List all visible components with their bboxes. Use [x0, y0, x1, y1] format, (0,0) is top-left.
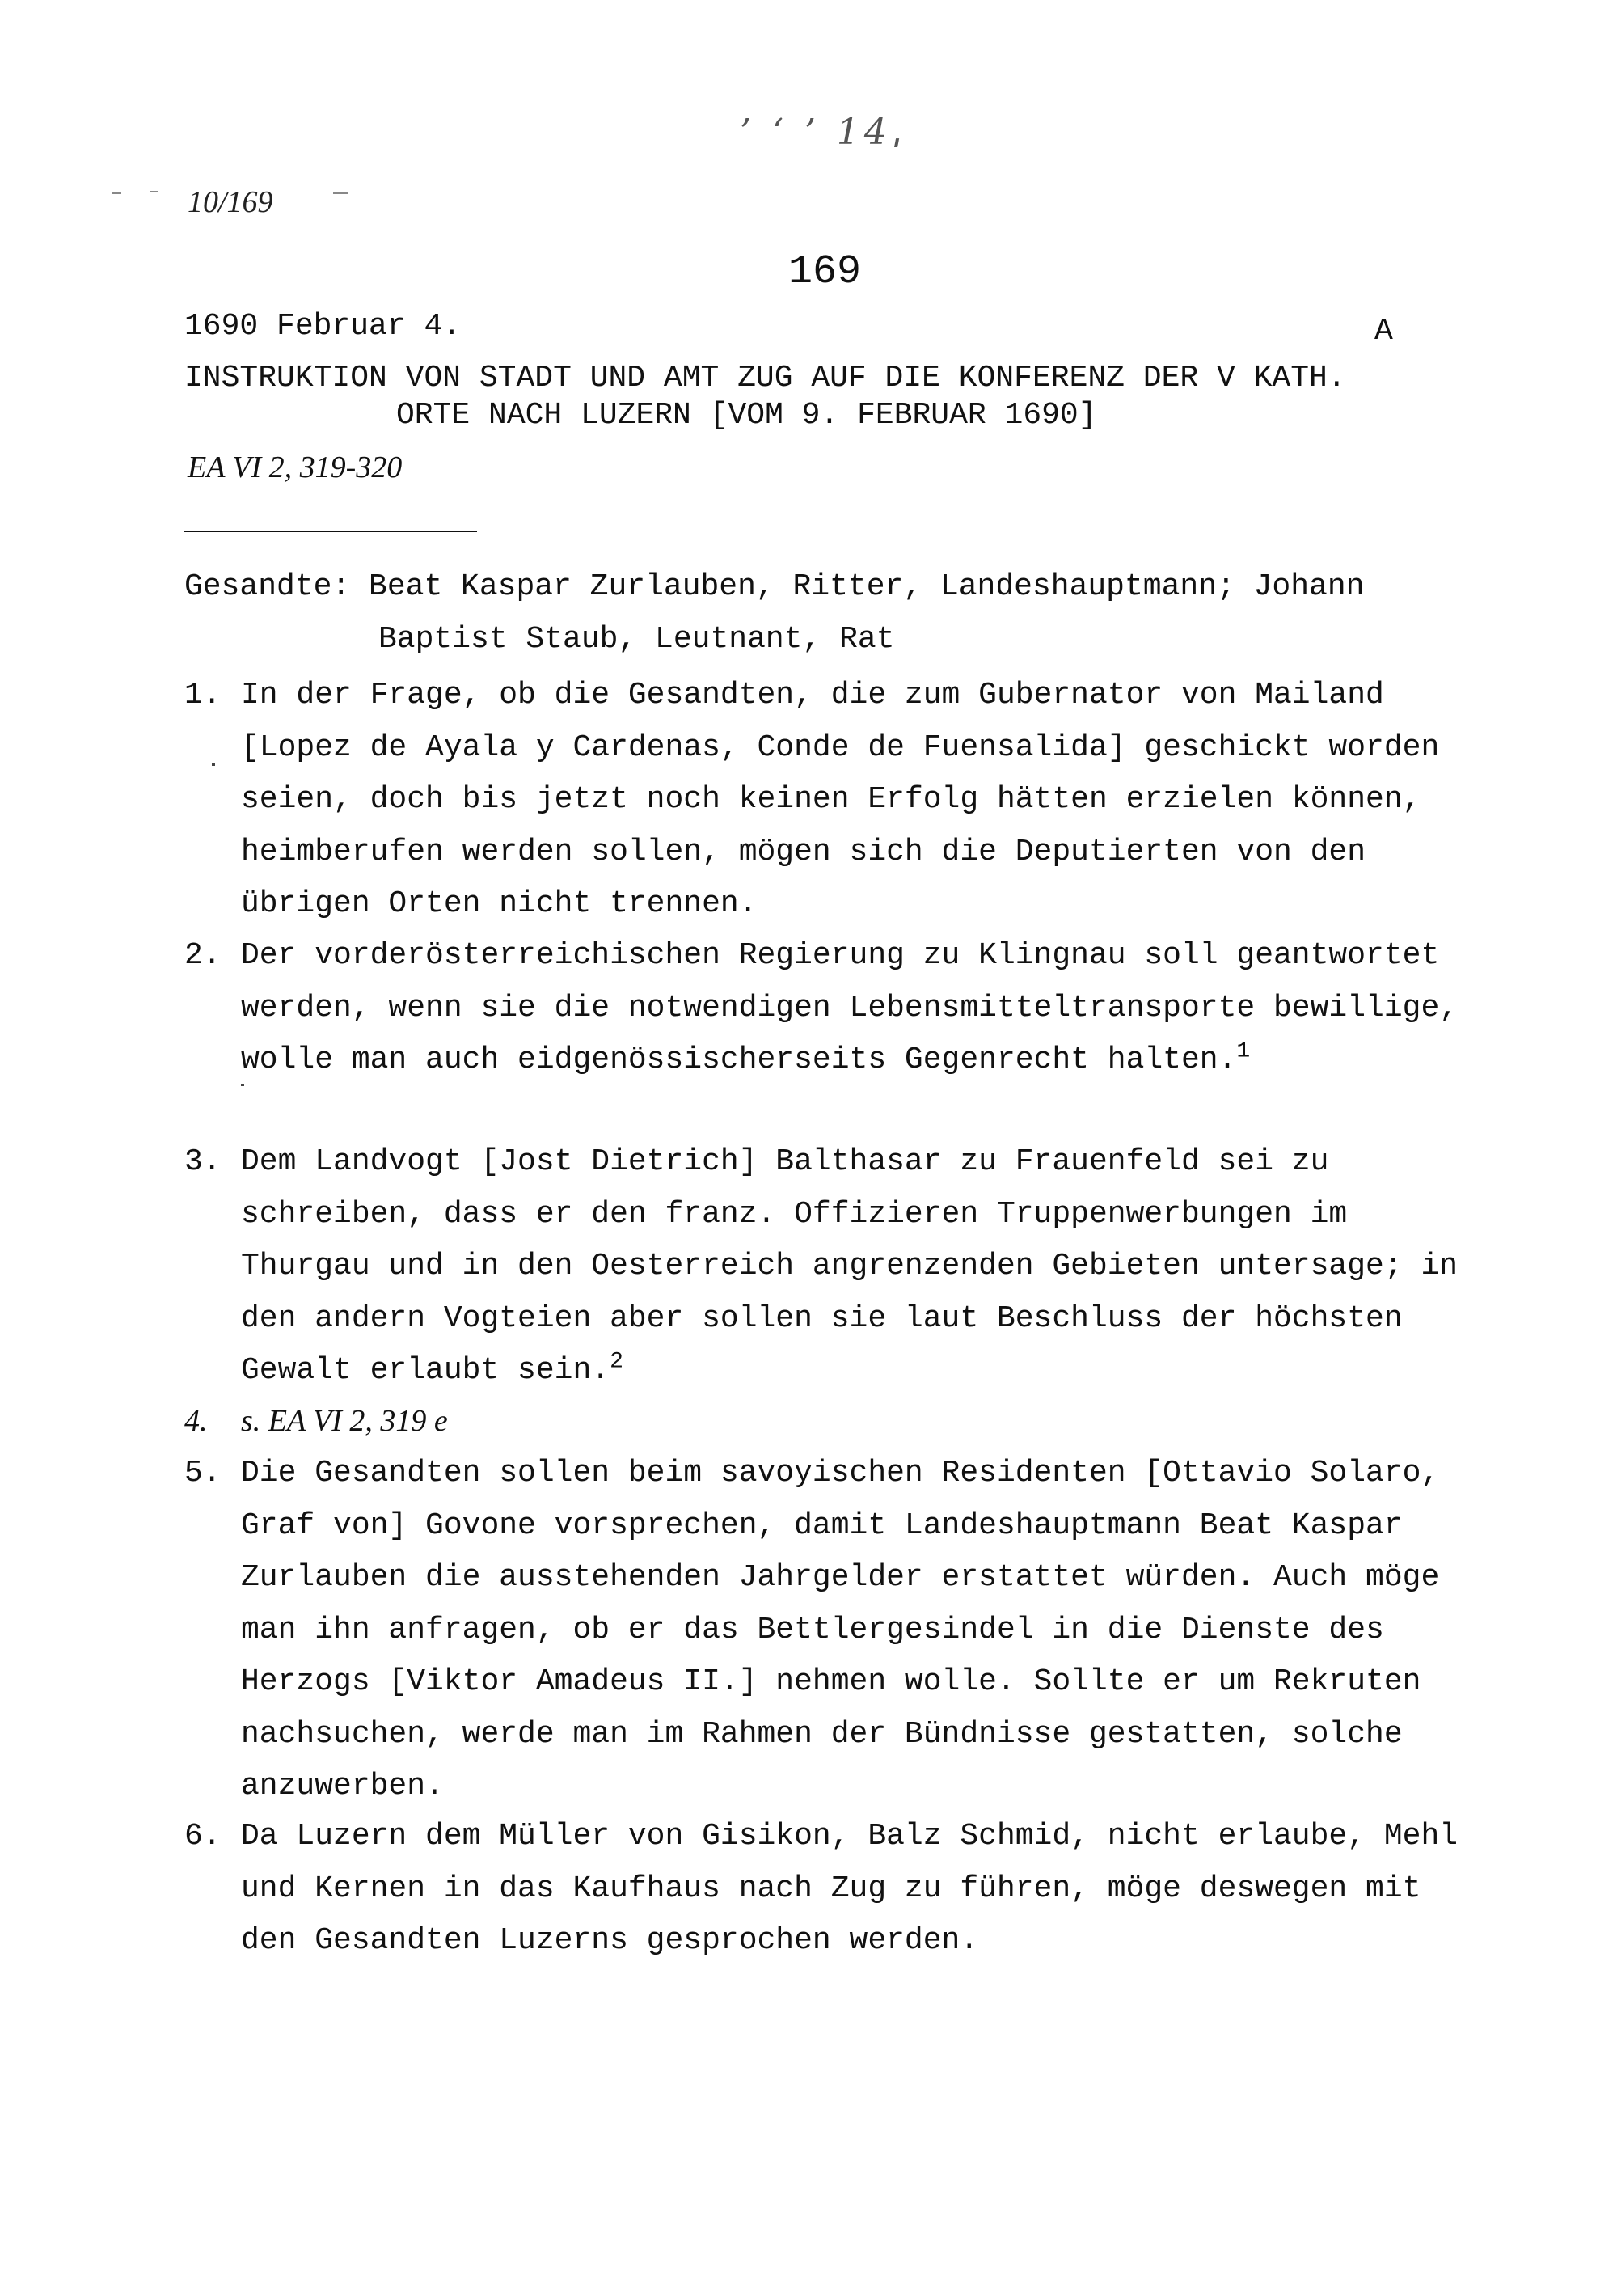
item-number: 2. — [184, 938, 222, 973]
margin-dash — [112, 192, 121, 194]
item-number: 3. — [184, 1144, 222, 1179]
margin-dash — [333, 192, 348, 194]
item-text: In der Frage, ob die Gesandten, die zum Gubernator von Mailand [Lopez de Ayala y Cardenas, Conde de Fuensalida] geschickt worden seien, doch bis jetzt noch keinen Erfolg hätten erzielen können, heimberufen werden sollen, mögen sich die Deputierten von den übrigen Orten nicht trennen. — [241, 678, 1440, 921]
margin-dash — [150, 191, 158, 192]
footnote-marker: 2 — [610, 1349, 623, 1375]
item-text-wrap — [241, 1136, 1470, 1397]
footnote-marker: 1 — [1236, 1038, 1251, 1064]
item-number: 1. — [184, 678, 222, 712]
item-text: s. EA VI 2, 319 e — [241, 1404, 448, 1438]
item-text: Der vorderösterreichischen Regierung zu Klingnau soll geantwortet werden, wenn sie die notwendigen Lebensmitteltransporte bewillige, wolle man auch eidgenössischerseits Gegenrecht halten. — [241, 938, 1459, 1077]
title-line-1: INSTRUKTION VON STADT UND AMT ZUG AUF DIE KONFERENZ DER V KATH. — [184, 361, 1346, 395]
source-reference: EA VI 2, 319-320 — [188, 450, 403, 484]
pencil-annotation: ’ ‘ ’ 14ˌ — [740, 112, 907, 153]
item-number: 4. — [184, 1404, 208, 1438]
item-number: 5. — [184, 1456, 222, 1490]
section-divider — [184, 531, 477, 532]
title-line-2: ORTE NACH LUZERN [VOM 9. FEBRUAR 1690] — [396, 398, 1097, 433]
item-text: Dem Landvogt [Jost Dietrich] Balthasar zu Frauenfeld sei zu schreiben, dass er den franz. Offizieren Truppenwerbungen im Thurgau und in den Oesterreich angrenzenden Gebieten untersage; in den andern Vogteien aber sollen sie laut Beschluss der höchsten Gewalt erlaubt sein. — [241, 1144, 1459, 1388]
scan-speck — [212, 763, 215, 766]
item-text: Da Luzern dem Müller von Gisikon, Balz Schmid, nicht erlaube, Mehl und Kernen in das Kaufhaus nach Zug zu führen, möge deswegen mit den Gesandten Luzerns gesprochen werden. — [241, 1819, 1459, 1958]
document-date: 1690 Februar 4. — [184, 309, 462, 344]
archive-reference: 10/169 — [188, 185, 273, 219]
document-marker: A — [1374, 314, 1393, 349]
envoys-line-2: Baptist Staub, Leutnant, Rat — [378, 622, 895, 657]
item-number: 6. — [184, 1819, 222, 1854]
item-text: Die Gesandten sollen beim savoyischen Residenten [Ottavio Solaro, Graf von] Govone vorsprechen, damit Landeshauptmann Beat Kaspar Zurlauben die ausstehenden Jahrgelder erstattet würden. Auch möge man ihn anfragen, ob er das Bettlergesindel in die Dienste des Herzogs [Viktor Amadeus II.] nehmen wolle. Sollte er um Rekruten nachsuchen, werde man im Rahmen der Bündnisse gestatten, solche anzuwerben. — [241, 1456, 1440, 1803]
scan-speck — [241, 1084, 244, 1086]
item-text-wrap — [241, 930, 1470, 1087]
page-number: 169 — [788, 249, 862, 295]
envoys-line-1: Gesandte: Beat Kaspar Zurlauben, Ritter, Landeshauptmann; Johann — [184, 569, 1365, 604]
